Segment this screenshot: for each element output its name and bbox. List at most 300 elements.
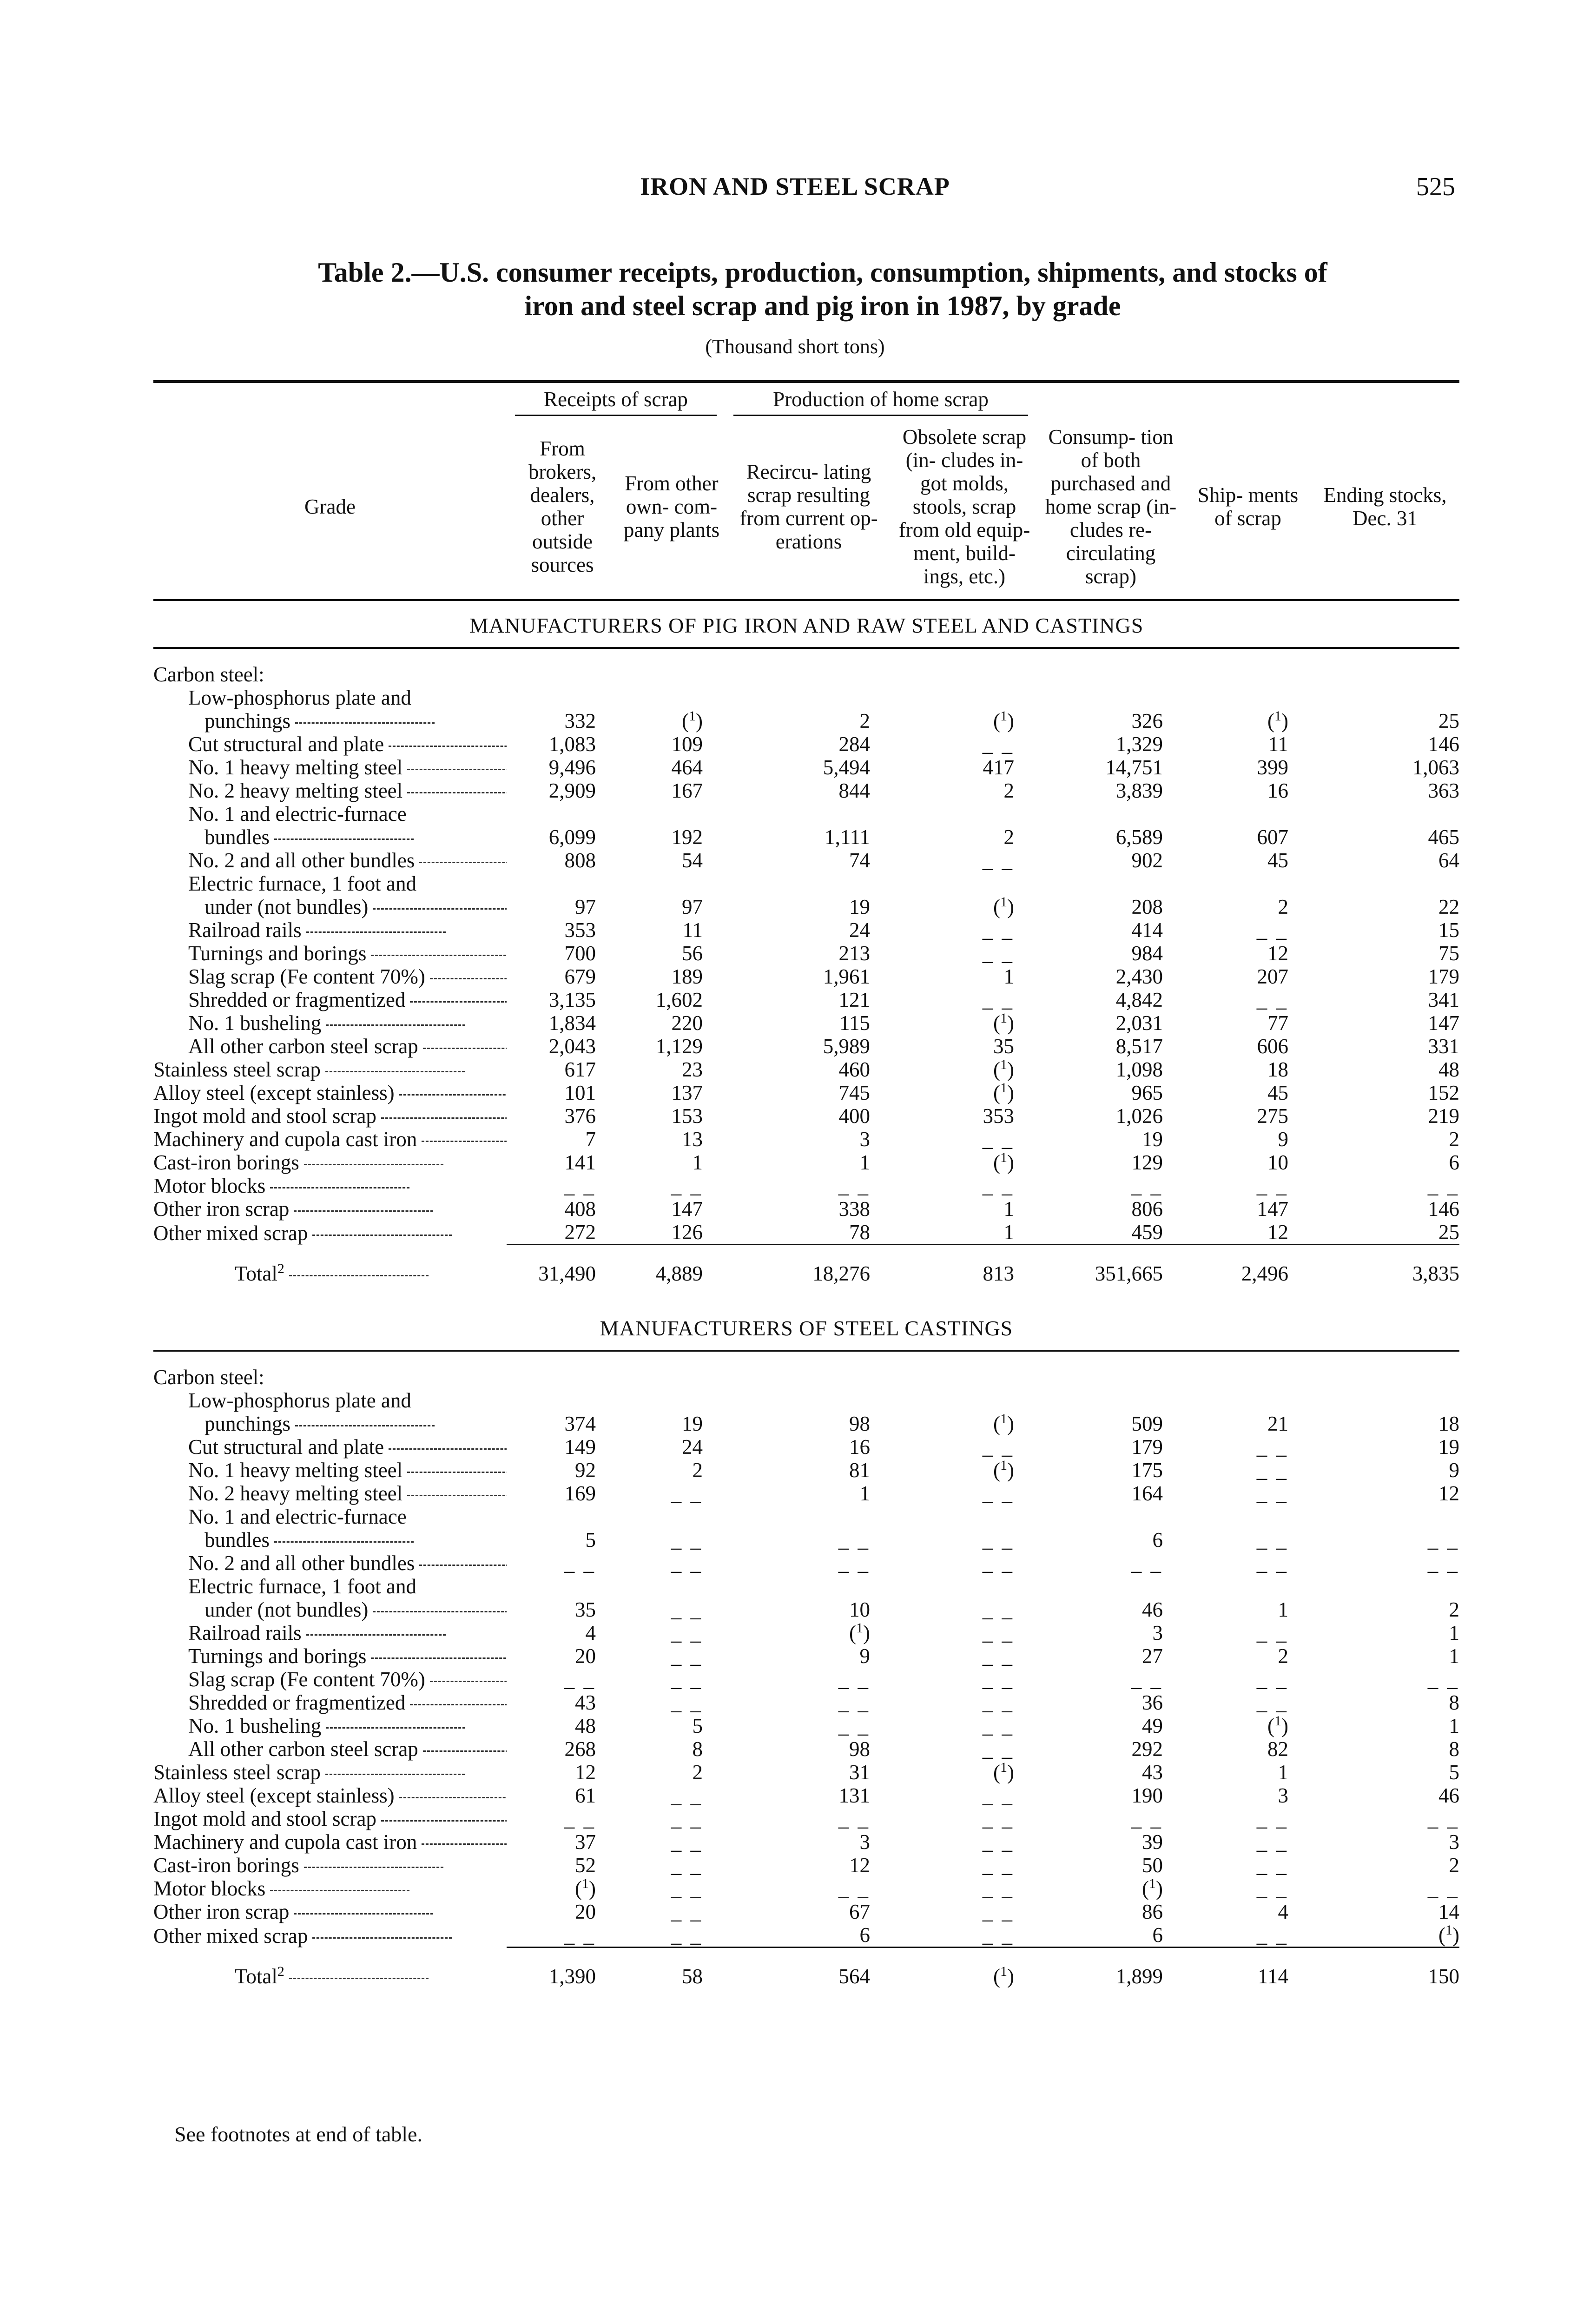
section-header [153, 1304, 1459, 1351]
table-cell: 326 [1131, 709, 1163, 733]
grade-label: Motor blocks [153, 1174, 507, 1197]
running-head: IRON AND STEEL SCRAP [640, 172, 950, 200]
table-cell: 6 [1152, 1528, 1163, 1552]
table-cell: _ _ [982, 942, 1014, 965]
table-units: (Thousand short tons) [705, 335, 885, 358]
table-cell: 1,063 [1412, 756, 1459, 779]
table-cell: _ _ [671, 1877, 703, 1900]
table-cell: _ _ [1427, 1174, 1459, 1197]
table-cell: _ _ [1256, 1854, 1288, 1877]
group-header-row [153, 383, 1459, 416]
grade-label: Slag scrap (Fe content 70%) [153, 965, 507, 988]
table-row [153, 1761, 1459, 1784]
table-cell: 167 [671, 779, 703, 802]
table-cell: 39 [1142, 1830, 1163, 1854]
table-cell: 25 [1438, 1221, 1459, 1244]
table-cell: _ _ [1256, 1459, 1288, 1482]
table-cell [892, 1389, 1036, 1412]
table-cell: 25 [1438, 709, 1459, 733]
table-cell [1036, 686, 1185, 709]
table-cell: _ _ [982, 1854, 1014, 1877]
table-row [153, 965, 1459, 988]
table-cell: _ _ [982, 1900, 1014, 1923]
table-cell: _ _ [564, 1668, 596, 1691]
table-cell: 115 [839, 1011, 870, 1035]
table-cell: 179 [1131, 1435, 1163, 1459]
table-cell: 1 [859, 1482, 870, 1505]
grade-label: No. 1 and electric-furnace [188, 802, 407, 825]
table-cell: 11 [682, 918, 703, 942]
table-row [153, 1459, 1459, 1482]
table-cell: 12 [1267, 1221, 1288, 1244]
table-cell: 844 [838, 779, 870, 802]
table-cell: 1,026 [1115, 1104, 1163, 1128]
table-cell [1036, 1366, 1185, 1389]
table-cell [725, 1575, 892, 1598]
table-cell [1311, 663, 1459, 686]
table-row [153, 1528, 1459, 1552]
table-cell: 98 [849, 1412, 870, 1435]
grade-label: No. 1 busheling [153, 1011, 507, 1035]
table-cell: _ _ [982, 1923, 1014, 1947]
table-cell [507, 1366, 618, 1389]
grade-label: Cut structural and plate [153, 733, 507, 756]
table-cell: 2 [1003, 779, 1014, 802]
table-cell: 43 [575, 1691, 596, 1714]
table-cell: _ _ [1427, 1807, 1459, 1830]
table-cell: _ _ [982, 1482, 1014, 1505]
table-cell: 6,099 [548, 825, 596, 849]
table-cell [1185, 1389, 1311, 1412]
section-title: MANUFACTURERS OF PIG IRON AND RAW STEEL AND CASTINGS [153, 600, 1459, 648]
table-cell: 169 [564, 1482, 596, 1505]
table-cell: _ _ [671, 1830, 703, 1854]
table-cell: _ _ [1256, 918, 1288, 942]
table-cell: _ _ [982, 918, 1014, 942]
table-row [153, 1389, 1459, 1412]
table-cell: _ _ [671, 1854, 703, 1877]
table-cell [1311, 1575, 1459, 1598]
table-row [153, 849, 1459, 872]
table-row [153, 1482, 1459, 1505]
table-cell: _ _ [982, 1691, 1014, 1714]
table-cell: 50 [1142, 1854, 1163, 1877]
table-cell: 45 [1267, 1081, 1288, 1104]
table-row [153, 1877, 1459, 1900]
table-row [153, 1058, 1459, 1081]
table-cell: 74 [849, 849, 870, 872]
table-cell: 2,430 [1115, 965, 1163, 988]
grade-label: Railroad rails [153, 918, 507, 942]
table-cell: 806 [1131, 1197, 1163, 1221]
table-row [153, 1151, 1459, 1174]
table-cell [1311, 686, 1459, 709]
table-row [153, 872, 1459, 895]
table-cell [725, 872, 892, 895]
table-cell: 147 [671, 1197, 703, 1221]
table-cell: 1 [1278, 1761, 1288, 1784]
table-row [153, 1830, 1459, 1854]
table-cell: 465 [1428, 825, 1459, 849]
table-cell: 2,909 [548, 779, 596, 802]
table-cell: _ _ [1256, 1691, 1288, 1714]
table-cell: _ _ [1256, 1923, 1288, 1947]
table-cell: 146 [1428, 733, 1459, 756]
table-cell: _ _ [564, 1807, 596, 1830]
table-cell: _ _ [982, 1128, 1014, 1151]
table-cell: 75 [1438, 942, 1459, 965]
table-cell [725, 663, 892, 686]
table-row [153, 1784, 1459, 1807]
table-cell: ($^1$) [993, 1010, 1014, 1035]
grade-label: under (not bundles) [153, 895, 507, 918]
grade-label: Ingot mold and stool scrap [153, 1104, 507, 1128]
table-cell: _ _ [1256, 1830, 1288, 1854]
table-cell: _ _ [1256, 1621, 1288, 1644]
table-cell: _ _ [982, 1877, 1014, 1900]
table-cell: 46 [1142, 1598, 1163, 1621]
grade-label: punchings [153, 1412, 507, 1435]
table-cell: 509 [1131, 1412, 1163, 1435]
table-cell: 8 [1449, 1737, 1459, 1761]
table-cell: _ _ [982, 1621, 1014, 1644]
table-cell: 332 [564, 709, 596, 733]
table-cell: 2 [1278, 895, 1288, 918]
table-cell: 460 [838, 1058, 870, 1081]
table-cell: 35 [993, 1035, 1014, 1058]
table-cell [1036, 663, 1185, 686]
table-cell: _ _ [1256, 1668, 1288, 1691]
table-row [153, 1011, 1459, 1035]
table-cell [507, 663, 618, 686]
table-cell: 97 [575, 895, 596, 918]
table-cell: _ _ [671, 1691, 703, 1714]
column-header-own-plants: From other own- com- pany plants [618, 416, 725, 600]
group-header-receipts: Receipts of scrap [507, 383, 725, 416]
table-cell [892, 686, 1036, 709]
grade-label: Low-phosphorus plate and [188, 686, 411, 709]
table-cell: 376 [564, 1104, 596, 1128]
table-cell: _ _ [1131, 1668, 1163, 1691]
table-cell: 1,329 [1115, 733, 1163, 756]
table-cell: _ _ [1131, 1552, 1163, 1575]
table-cell: 36 [1142, 1691, 1163, 1714]
table-cell: 9 [859, 1644, 870, 1668]
grade-label: No. 1 heavy melting steel [153, 1459, 507, 1482]
grade-label: Cast-iron borings [153, 1854, 507, 1877]
table-cell: 4 [585, 1621, 596, 1644]
table-cell: 54 [682, 849, 703, 872]
table-cell: 43 [1142, 1761, 1163, 1784]
total-cell: 31,490 [538, 1262, 596, 1285]
table-cell: 208 [1131, 895, 1163, 918]
table-cell [1036, 872, 1185, 895]
table-cell: 8 [692, 1737, 703, 1761]
column-header-brokers: From brokers, dealers, other outside sources [507, 416, 618, 600]
table-cell: 101 [564, 1081, 596, 1104]
table-cell: 20 [575, 1644, 596, 1668]
table-cell: _ _ [671, 1621, 703, 1644]
table-cell: 617 [564, 1058, 596, 1081]
total-cell: 18,276 [812, 1262, 870, 1285]
grade-label: Electric furnace, 1 foot and [188, 1575, 417, 1598]
table-cell [618, 872, 725, 895]
total-cell: 351,665 [1095, 1262, 1163, 1285]
table-cell [892, 1575, 1036, 1598]
grade-label: Carbon steel: [153, 1366, 264, 1389]
table-cell [1311, 1389, 1459, 1412]
table-cell: _ _ [982, 988, 1014, 1011]
footnote-reference: See footnotes at end of table. [174, 2122, 422, 2146]
table-cell: _ _ [982, 1737, 1014, 1761]
table-cell: _ _ [1427, 1668, 1459, 1691]
total-cell: 1,390 [548, 1965, 596, 1988]
table-cell: 5 [585, 1528, 596, 1552]
column-header-shipments: Ship- ments of scrap [1185, 416, 1311, 600]
grade-label: Motor blocks [153, 1877, 507, 1900]
table-cell [725, 1505, 892, 1528]
table-cell: 2 [692, 1459, 703, 1482]
table-cell: 67 [849, 1900, 870, 1923]
table-cell [1185, 686, 1311, 709]
table-cell [618, 1575, 725, 1598]
grade-label: Other iron scrap [153, 1900, 507, 1923]
table-cell: 77 [1267, 1011, 1288, 1035]
table-cell: 86 [1142, 1900, 1163, 1923]
table-cell [1311, 872, 1459, 895]
section-title: MANUFACTURERS OF STEEL CASTINGS [153, 1304, 1459, 1351]
table-cell: _ _ [982, 1552, 1014, 1575]
table-cell: 15 [1438, 918, 1459, 942]
table-cell: 49 [1142, 1714, 1163, 1737]
table-cell: 19 [682, 1412, 703, 1435]
table-cell: _ _ [838, 1877, 870, 1900]
table-cell: 213 [838, 942, 870, 965]
table-cell: 61 [575, 1784, 596, 1807]
table-cell: 46 [1438, 1784, 1459, 1807]
grade-label: Ingot mold and stool scrap [153, 1807, 507, 1830]
grade-label: Other mixed scrap [153, 1221, 507, 1245]
table-cell: ($^1$) [1267, 1713, 1288, 1737]
table-cell: _ _ [671, 1482, 703, 1505]
table-cell: _ _ [564, 1923, 596, 1947]
table-row [153, 1923, 1459, 1948]
table-cell: 3 [1278, 1784, 1288, 1807]
table-row [153, 756, 1459, 779]
table-cell: 92 [575, 1459, 596, 1482]
grade-label: All other carbon steel scrap [153, 1035, 507, 1058]
table-cell: 82 [1267, 1737, 1288, 1761]
table-row [153, 1366, 1459, 1389]
table-cell: 146 [1428, 1197, 1459, 1221]
grade-label: Cast-iron borings [153, 1151, 507, 1174]
table-cell: ($^1$) [993, 1150, 1014, 1174]
grade-label: Turnings and borings [153, 1644, 507, 1668]
table-cell: 2 [1449, 1598, 1459, 1621]
table-row [153, 1412, 1459, 1435]
data-table-wrapper [153, 380, 1459, 1993]
table-row [153, 1737, 1459, 1761]
table-cell: 353 [983, 1104, 1014, 1128]
table-cell: 6,589 [1115, 825, 1163, 849]
table-cell: 10 [849, 1598, 870, 1621]
table-cell: 137 [671, 1081, 703, 1104]
table-cell: 399 [1257, 756, 1288, 779]
table-row [153, 1621, 1459, 1644]
table-row [153, 1174, 1459, 1197]
table-cell: 464 [671, 756, 703, 779]
table-cell [725, 1366, 892, 1389]
total-label: Total$^2$ [153, 1245, 507, 1290]
grade-label: No. 1 and electric-furnace [188, 1505, 407, 1528]
table-cell: _ _ [671, 1174, 703, 1197]
table-cell: 2 [692, 1761, 703, 1784]
table-cell: _ _ [982, 1644, 1014, 1668]
table-cell: 284 [838, 733, 870, 756]
table-cell: 10 [1267, 1151, 1288, 1174]
grade-label: Machinery and cupola cast iron [153, 1128, 507, 1151]
table-cell: ($^1$) [993, 1760, 1014, 1784]
table-cell: _ _ [671, 1668, 703, 1691]
table-cell: 2 [859, 709, 870, 733]
table-cell: 272 [564, 1221, 596, 1244]
table-cell: 9 [1449, 1459, 1459, 1482]
grade-label: Turnings and borings [153, 942, 507, 965]
table-cell [725, 802, 892, 825]
table-row [153, 1435, 1459, 1459]
table-row [153, 1104, 1459, 1128]
table-cell: 3 [1152, 1621, 1163, 1644]
grade-label: Carbon steel: [153, 663, 264, 686]
table-cell: 6 [1449, 1151, 1459, 1174]
table-cell: 19 [849, 895, 870, 918]
table-cell: 1,098 [1115, 1058, 1163, 1081]
table-row [153, 1575, 1459, 1598]
table-row [153, 895, 1459, 918]
table-cell [1036, 1575, 1185, 1598]
total-cell: 1,899 [1115, 1965, 1163, 1988]
table-cell [507, 1505, 618, 1528]
table-cell: ($^1$) [993, 1411, 1014, 1435]
table-cell: 16 [849, 1435, 870, 1459]
table-cell: 6 [859, 1923, 870, 1947]
grade-label: Low-phosphorus plate and [188, 1389, 411, 1412]
table-cell: 219 [1428, 1104, 1459, 1128]
table-cell: _ _ [982, 1668, 1014, 1691]
table-row [153, 1854, 1459, 1877]
grade-label: No. 2 and all other bundles [153, 1552, 507, 1575]
table-cell: _ _ [1427, 1528, 1459, 1552]
grade-label: Machinery and cupola cast iron [153, 1830, 507, 1854]
table-cell: 5,494 [823, 756, 870, 779]
table-cell: _ _ [671, 1644, 703, 1668]
table-cell: _ _ [838, 1691, 870, 1714]
table-cell: _ _ [982, 1528, 1014, 1552]
column-header-stocks: Ending stocks, Dec. 31 [1311, 416, 1459, 600]
table-cell: 31 [849, 1761, 870, 1784]
grade-label: All other carbon steel scrap [153, 1737, 507, 1761]
table-cell: ($^1$) [1267, 708, 1288, 733]
table-cell [507, 802, 618, 825]
table-cell [892, 1366, 1036, 1389]
table-cell: 2,031 [1115, 1011, 1163, 1035]
table-cell: 37 [575, 1830, 596, 1854]
table-cell: 902 [1131, 849, 1163, 872]
table-cell: 1 [1449, 1714, 1459, 1737]
table-cell: 23 [682, 1058, 703, 1081]
table-cell: _ _ [564, 1552, 596, 1575]
table-cell: 147 [1428, 1011, 1459, 1035]
table-cell: 679 [564, 965, 596, 988]
table-cell: 4,842 [1115, 988, 1163, 1011]
table-cell: 153 [671, 1104, 703, 1128]
table-cell: _ _ [838, 1714, 870, 1737]
table-cell: 292 [1131, 1737, 1163, 1761]
table-row [153, 942, 1459, 965]
table-cell: 8 [1449, 1691, 1459, 1714]
column-header-grade: Grade [153, 416, 507, 600]
column-header-recirculating: Recircu- lating scrap resulting from current op- erations [725, 416, 892, 600]
table-cell: 3 [859, 1830, 870, 1854]
table-title [177, 256, 1469, 323]
table-cell: 81 [849, 1459, 870, 1482]
table-cell [618, 1505, 725, 1528]
table-body [153, 600, 1459, 1993]
total-cell: 2,496 [1241, 1262, 1288, 1285]
total-cell: 58 [682, 1965, 703, 1988]
table-cell [618, 663, 725, 686]
table-row [153, 1691, 1459, 1714]
grade-label: No. 1 busheling [153, 1714, 507, 1737]
table-cell: _ _ [982, 1598, 1014, 1621]
table-cell: 24 [682, 1435, 703, 1459]
table-row [153, 709, 1459, 733]
table-cell: 18 [1267, 1058, 1288, 1081]
table-cell [1311, 802, 1459, 825]
table-cell [1185, 663, 1311, 686]
data-table [153, 380, 1459, 1993]
table-cell: 4 [1278, 1900, 1288, 1923]
table-cell: 5,989 [823, 1035, 870, 1058]
grade-label: Shredded or fragmentized [153, 988, 507, 1011]
column-header-obsolete: Obsolete scrap (in- cludes in- got molds, stools, scrap from old equip- ment, build- ings, etc.) [892, 416, 1036, 600]
table-row [153, 733, 1459, 756]
group-header-production: Production of home scrap [725, 383, 1036, 416]
table-cell: 27 [1142, 1644, 1163, 1668]
table-cell [1185, 1575, 1311, 1598]
table-cell [618, 686, 725, 709]
total-cell: 4,889 [655, 1262, 703, 1285]
grade-label: bundles [153, 1528, 507, 1552]
table-title-line-1: Table 2.—U.S. consumer receipts, production, consumption, shipments, and stocks of [318, 257, 1327, 288]
table-cell: 52 [575, 1854, 596, 1877]
grade-label: No. 2 and all other bundles [153, 849, 507, 872]
table-cell: 207 [1257, 965, 1288, 988]
grade-label: bundles [153, 825, 507, 849]
table-cell: _ _ [671, 1528, 703, 1552]
table-cell: 149 [564, 1435, 596, 1459]
table-cell: 131 [838, 1784, 870, 1807]
table-row [153, 1197, 1459, 1221]
table-cell: 21 [1267, 1412, 1288, 1435]
table-cell: 363 [1428, 779, 1459, 802]
table-cell: 14 [1438, 1900, 1459, 1923]
table-cell: 48 [575, 1714, 596, 1737]
table-cell: 141 [564, 1151, 596, 1174]
table-row [153, 988, 1459, 1011]
table-cell: 147 [1257, 1197, 1288, 1221]
table-cell: 179 [1428, 965, 1459, 988]
